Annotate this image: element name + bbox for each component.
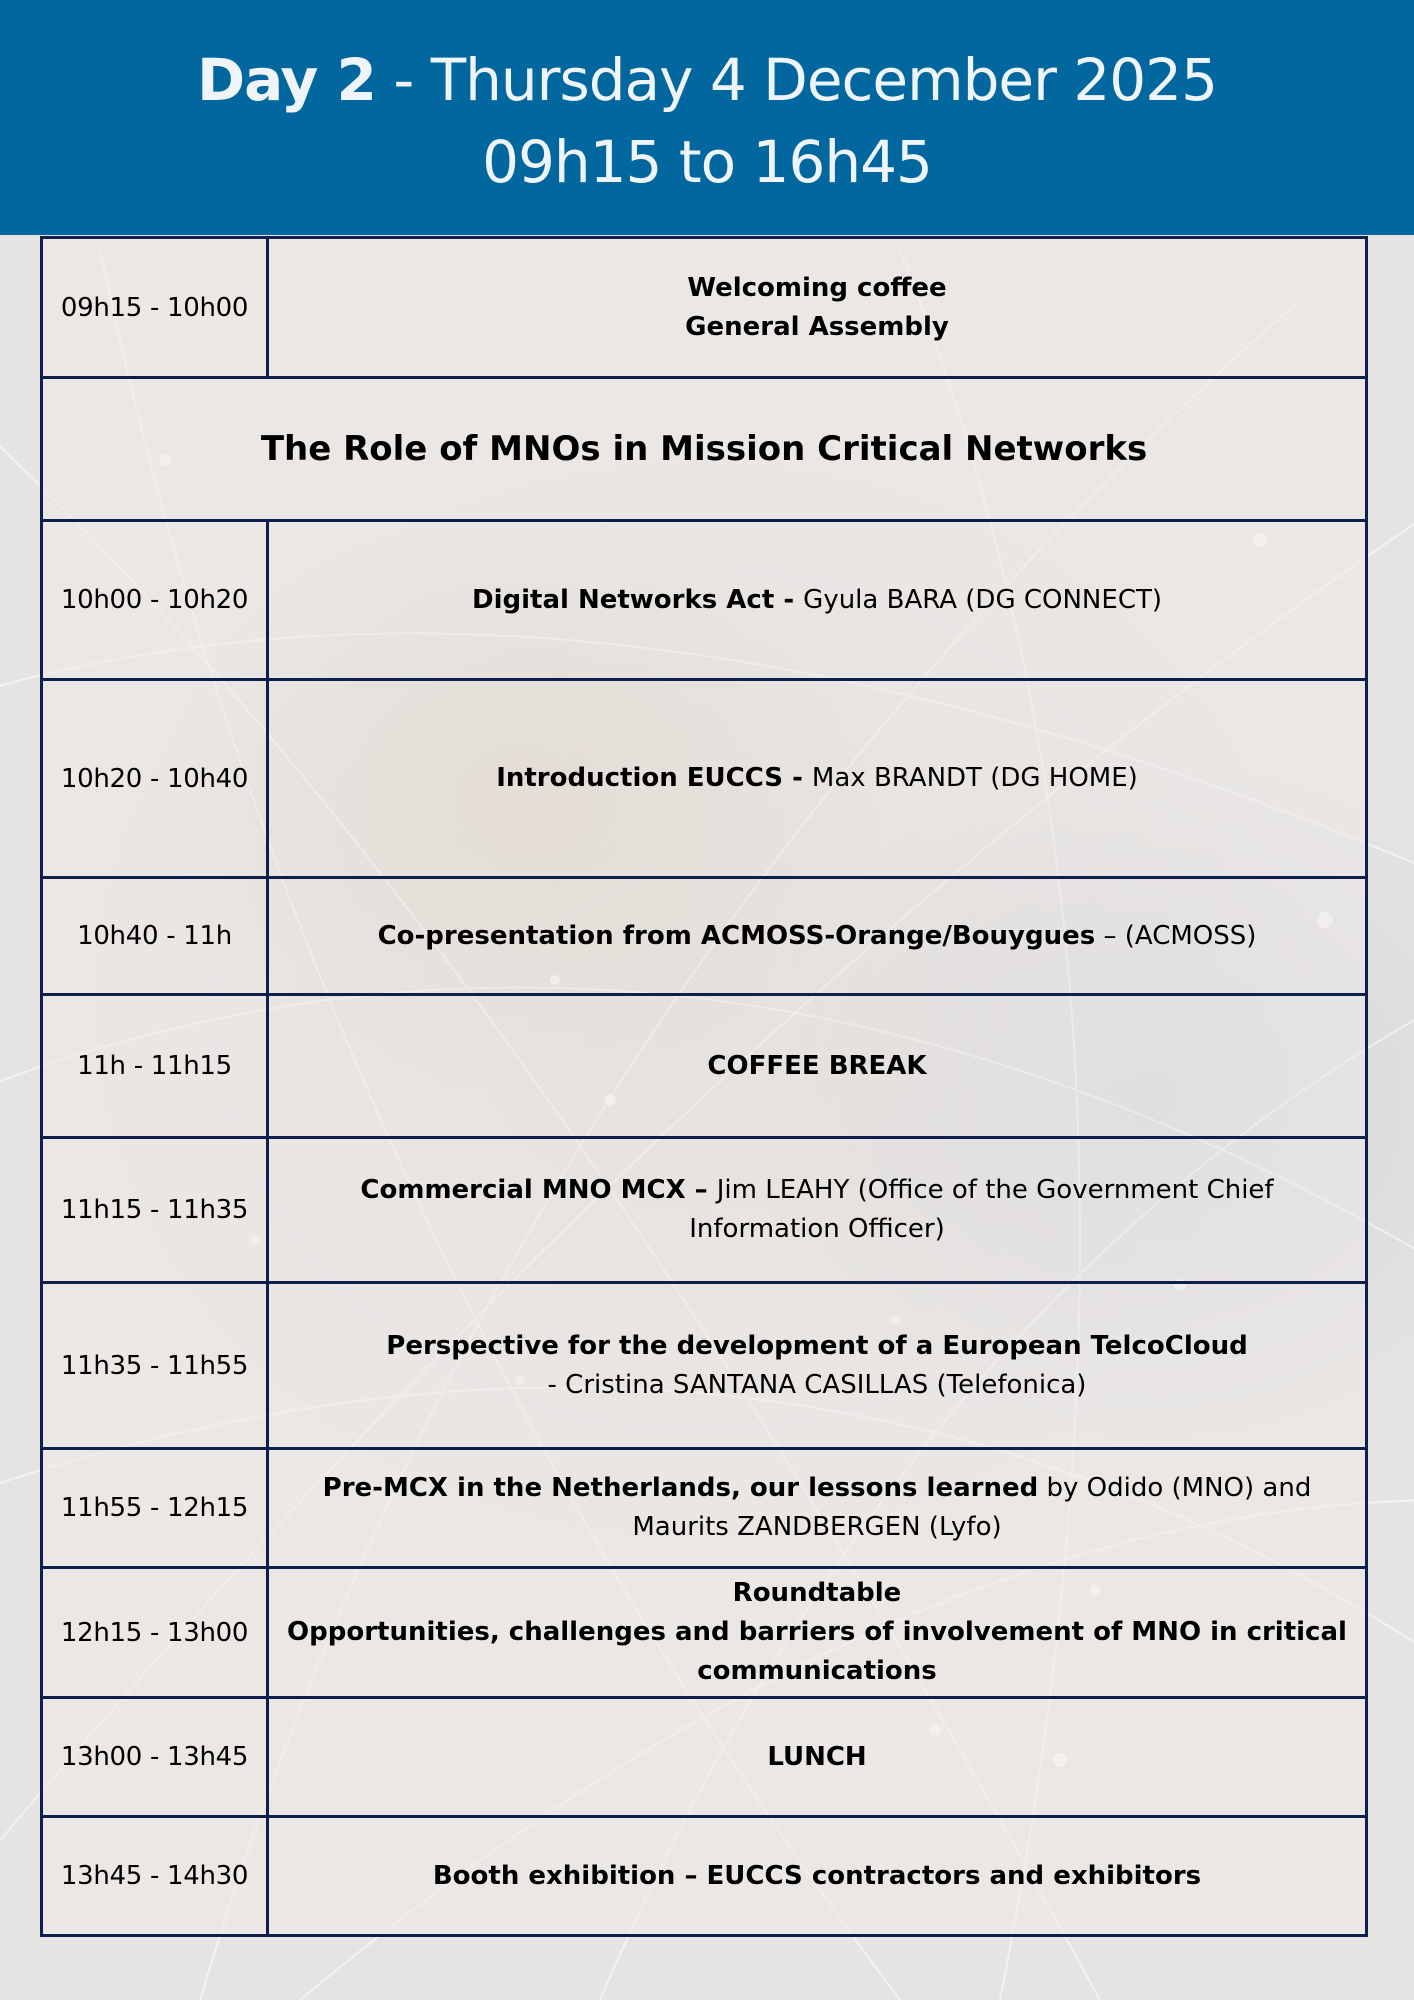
header-hours: 09h15 to 16h45 (482, 128, 932, 196)
agenda-row (42, 521, 1367, 680)
agenda-row (42, 995, 1367, 1138)
time-cell: 13h45 - 14h30 (42, 1817, 268, 1936)
time-cell: 09h15 - 10h00 (42, 238, 268, 378)
session-cell (268, 521, 1367, 680)
session-subtitle: General Assembly (685, 311, 949, 342)
session-speaker: by Odido (MNO) and Maurits ZANDBERGEN (Lyfo) (632, 1473, 1312, 1542)
agenda-row (42, 1138, 1367, 1283)
time-cell: 11h - 11h15 (42, 995, 268, 1138)
time-cell: 10h40 - 11h (42, 878, 268, 995)
session-subtitle: Opportunities, challenges and barriers of involvement of MNO in critical communications (287, 1617, 1347, 1686)
session-title: Introduction EUCCS - (496, 763, 812, 793)
session-title: Pre-MCX in the Netherlands, our lessons learned (322, 1473, 1039, 1503)
header-title (0, 46, 1414, 114)
agenda-table (40, 236, 1368, 1937)
session-speaker: – (ACMOSS) (1095, 920, 1257, 951)
session-cell (268, 1449, 1367, 1568)
session-cell (268, 1283, 1367, 1449)
date-label: - Thursday 4 December 2025 (375, 46, 1217, 114)
agenda-row (42, 1568, 1367, 1698)
session-cell (268, 1138, 1367, 1283)
session-title: Perspective for the development of a European TelcoCloud (386, 1330, 1248, 1361)
agenda-row (42, 878, 1367, 995)
session-title: Booth exhibition – EUCCS contractors and exhibitors (268, 1817, 1367, 1936)
session-title: LUNCH (268, 1698, 1367, 1817)
time-cell: 11h35 - 11h55 (42, 1283, 268, 1449)
session-title: Welcoming coffee (687, 272, 947, 303)
section-row (42, 378, 1367, 521)
page-header (0, 0, 1414, 235)
session-cell (268, 238, 1367, 378)
time-cell: 11h55 - 12h15 (42, 1449, 268, 1568)
session-speaker: Max BRANDT (DG HOME) (811, 763, 1138, 793)
agenda-row (42, 680, 1367, 878)
agenda-row (42, 1283, 1367, 1449)
section-title: The Role of MNOs in Mission Critical Networks (42, 378, 1367, 521)
day-label: Day 2 (197, 46, 376, 114)
agenda-row (42, 238, 1367, 378)
agenda-row (42, 1817, 1367, 1936)
session-title: Roundtable (732, 1578, 902, 1608)
time-cell: 11h15 - 11h35 (42, 1138, 268, 1283)
session-speaker: Gyula BARA (DG CONNECT) (803, 584, 1162, 615)
time-cell: 13h00 - 13h45 (42, 1698, 268, 1817)
agenda-row (42, 1449, 1367, 1568)
time-cell: 10h20 - 10h40 (42, 680, 268, 878)
time-cell: 10h00 - 10h20 (42, 521, 268, 680)
session-title: Commercial MNO MCX – (360, 1175, 717, 1205)
session-speaker: Jim LEAHY (Office of the Government Chief Information Officer) (689, 1175, 1274, 1244)
session-title: Digital Networks Act - (472, 584, 804, 615)
session-speaker: - Cristina SANTANA CASILLAS (Telefonica) (547, 1369, 1087, 1400)
session-title: COFFEE BREAK (268, 995, 1367, 1138)
session-cell (268, 878, 1367, 995)
time-cell: 12h15 - 13h00 (42, 1568, 268, 1698)
session-title: Co-presentation from ACMOSS-Orange/Bouygues (377, 920, 1096, 951)
session-cell (268, 1568, 1367, 1698)
agenda-row (42, 1698, 1367, 1817)
session-cell (268, 680, 1367, 878)
